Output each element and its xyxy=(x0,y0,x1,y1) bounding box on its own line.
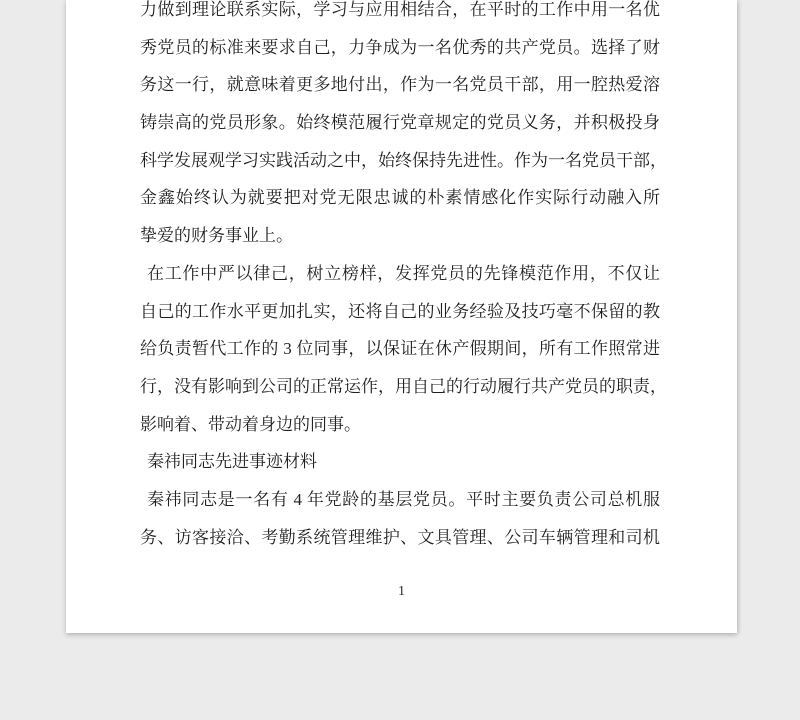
document-body xyxy=(140,0,667,556)
text-line: 秦祎同志先进事迹材料 xyxy=(147,452,317,472)
text-line: 秀党员的标准来要求自己，力争成为一名优秀的共产党员。选择了财 xyxy=(140,37,660,57)
text-line: 秦祎同志是一名有 4 年党龄的基层党员。平时主要负责公司总机服 xyxy=(147,489,660,509)
text-line: 务这一行，就意味着更多地付出，作为一名党员干部，用一腔热爱溶 xyxy=(140,75,660,95)
text-line: 行，没有影响到公司的正常运作，用自己的行动履行共产党员的职责， xyxy=(140,376,667,396)
page-number: 1 xyxy=(398,584,405,599)
text-line: 力做到理论联系实际，学习与应用相结合，在平时的工作中用一名优 xyxy=(140,0,660,19)
text-line: 务、访客接洽、考勤系统管理维护、文具管理、公司车辆管理和司机 xyxy=(140,527,660,547)
text-line: 在工作中严以律己，树立榜样，发挥党员的先锋模范作用，不仅让 xyxy=(147,263,660,283)
text-line: 挚爱的财务事业上。 xyxy=(140,226,293,246)
text-line: 科学发展观学习实践活动之中，始终保持先进性。作为一名党员干部， xyxy=(140,150,667,170)
document-page xyxy=(66,0,737,633)
text-line: 铸崇高的党员形象。始终模范履行党章规定的党员义务，并积极投身 xyxy=(140,113,660,133)
text-line: 自己的工作水平更加扎实，还将自己的业务经验及技巧毫不保留的教 xyxy=(140,301,660,321)
text-line: 给负责暂代工作的 3 位同事，以保证在休产假期间，所有工作照常进 xyxy=(140,339,660,359)
text-line: 影响着、带动着身边的同事。 xyxy=(140,414,361,434)
text-line: 金鑫始终认为就要把对党无限忠诚的朴素情感化作实际行动融入所 xyxy=(140,188,660,208)
